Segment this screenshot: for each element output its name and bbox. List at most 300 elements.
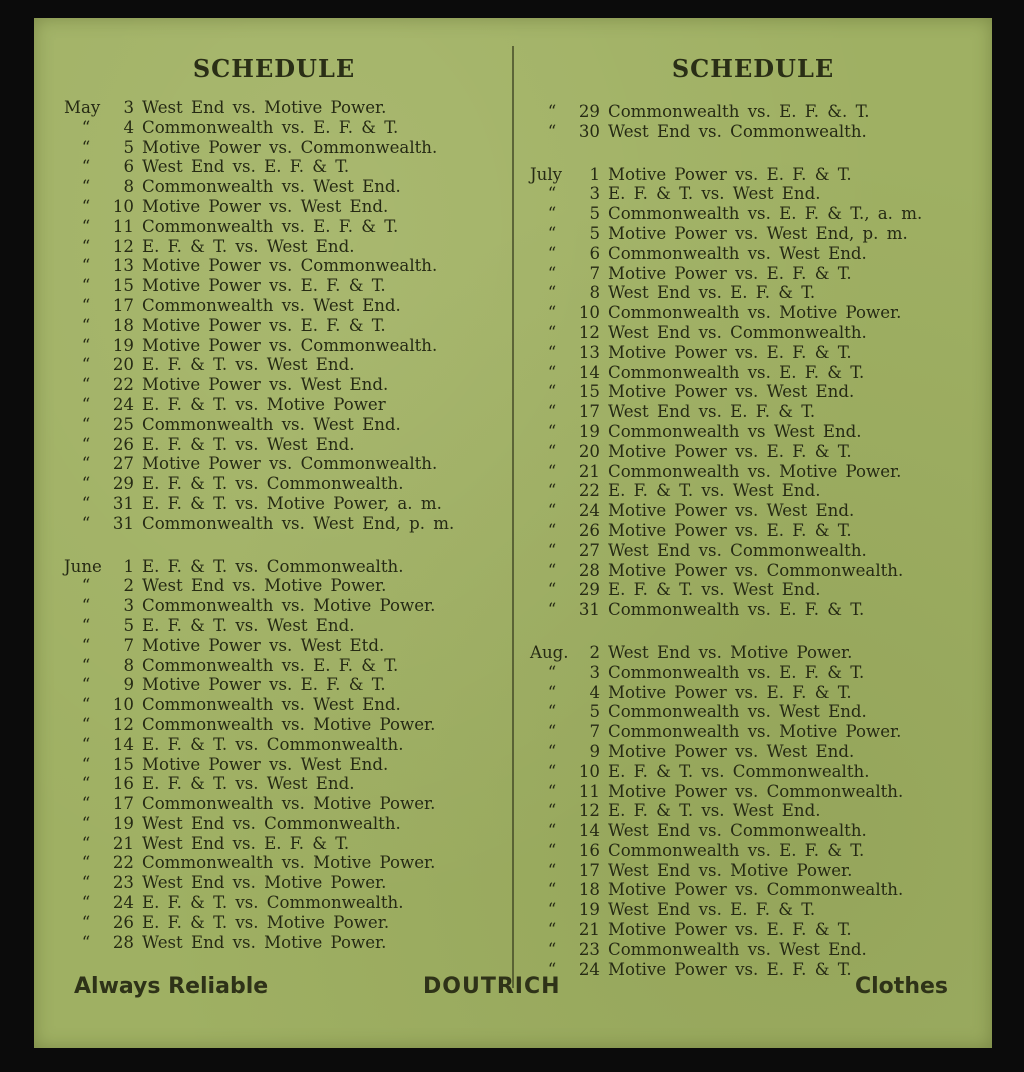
entry-game: Commonwealth vs. West End.: [142, 295, 401, 315]
left-heading: SCHEDULE: [192, 54, 356, 83]
entry-day: 31: [112, 513, 134, 533]
schedule-entry: [64, 237, 454, 257]
entry-day: 6: [589, 243, 600, 263]
entry-game: West End vs. E. F. & T.: [608, 900, 816, 920]
entry-month: “: [81, 177, 91, 197]
schedule-entry: [530, 722, 922, 742]
entry-month: “: [547, 600, 557, 620]
entry-day: 17: [112, 794, 134, 814]
entry-month: “: [81, 893, 91, 913]
entry-game: Commonwealth vs. West End.: [608, 939, 867, 959]
entry-month: “: [81, 493, 91, 513]
entry-game: Commonwealth vs. E. F. & T.: [142, 655, 399, 675]
entry-month: “: [547, 840, 557, 860]
entry-day: 3: [589, 662, 600, 682]
schedule-entry: [64, 873, 454, 893]
footer-brand: DOUTRICH: [423, 974, 561, 999]
entry-day: 27: [578, 540, 600, 560]
entry-month: “: [81, 794, 91, 814]
entry-game: E. F. & T. vs. West End.: [142, 236, 355, 256]
entry-day: 12: [578, 801, 600, 821]
schedule-entry: [64, 474, 454, 494]
entry-month: June: [64, 556, 102, 576]
schedule-entry: [530, 283, 922, 303]
entry-day: 24: [112, 893, 134, 913]
entry-month: “: [81, 714, 91, 734]
entry-month: “: [81, 833, 91, 853]
entry-day: 9: [123, 675, 134, 695]
entry-day: 2: [123, 576, 134, 596]
schedule-entry: [64, 98, 454, 118]
schedule-entry: [530, 880, 922, 900]
entry-day: 5: [123, 615, 134, 635]
schedule-entry: [530, 303, 922, 323]
schedule-entry: [530, 861, 922, 881]
entry-day: 27: [112, 454, 134, 474]
entry-month: “: [547, 580, 557, 600]
right-heading: SCHEDULE: [671, 54, 835, 83]
entry-game: E. F. & T. vs. Commonwealth.: [142, 734, 404, 754]
entry-month: “: [547, 540, 557, 560]
entry-month: “: [547, 702, 557, 722]
schedule-entry: [530, 920, 922, 940]
schedule-entry: [64, 794, 454, 814]
entry-month: Aug.: [530, 642, 569, 662]
entry-day: 7: [123, 635, 134, 655]
entry-day: 24: [578, 959, 600, 979]
entry-day: 20: [112, 355, 134, 375]
schedule-entry: [530, 343, 922, 363]
schedule-entry: [64, 415, 454, 435]
schedule-entry: [64, 197, 454, 217]
entry-game: Commonwealth vs. E. F. &. T.: [608, 102, 870, 121]
entry-day: 4: [589, 682, 600, 702]
entry-game: Commonwealth vs. Motive Power.: [142, 853, 436, 873]
entry-game: Motive Power vs. E. F. & T.: [608, 520, 852, 540]
entry-month: “: [547, 880, 557, 900]
entry-day: 19: [112, 335, 134, 355]
entry-day: 24: [578, 501, 600, 521]
entry-day: 12: [112, 714, 134, 734]
entry-month: “: [547, 243, 557, 263]
schedule-entry: [64, 118, 454, 138]
entry-day: 4: [123, 117, 134, 137]
entry-month: “: [81, 454, 91, 474]
entry-game: Commonwealth vs. E. F. & T.: [142, 117, 399, 137]
entry-month: “: [81, 355, 91, 375]
schedule-entry: [64, 494, 454, 514]
entry-month: “: [81, 157, 91, 177]
entry-month: “: [547, 303, 557, 323]
entry-day: 29: [578, 580, 600, 600]
entry-day: 19: [112, 813, 134, 833]
entry-day: 12: [112, 236, 134, 256]
entry-month: “: [81, 295, 91, 315]
entry-game: Motive Power vs. West End.: [142, 754, 389, 774]
entry-game: E. F. & T. vs. West End.: [608, 184, 821, 204]
entry-month: “: [547, 402, 557, 422]
entry-game: Motive Power vs. E. F. & T.: [608, 342, 852, 362]
schedule-entry: [64, 715, 454, 735]
entry-game: E. F. & T. vs. Commonwealth.: [142, 474, 404, 494]
schedule-entry: [64, 157, 454, 177]
entry-game: Commonwealth vs. E. F. & T.: [142, 216, 399, 236]
schedule-entry: [530, 204, 922, 224]
entry-month: “: [547, 520, 557, 540]
entry-day: 21: [578, 920, 600, 940]
schedule-entry: [64, 316, 454, 336]
entry-game: Motive Power vs. Commonwealth.: [142, 454, 438, 474]
entry-day: 13: [578, 342, 600, 362]
entry-month: “: [547, 481, 557, 501]
entry-month: “: [547, 283, 557, 303]
schedule-entry: [64, 755, 454, 775]
entry-game: Motive Power vs. E. F. & T.: [142, 675, 386, 695]
entry-month: “: [81, 236, 91, 256]
entry-game: Motive Power vs. West End.: [142, 375, 389, 395]
entry-game: E. F. & T. vs. West End.: [608, 580, 821, 600]
entry-game: Motive Power vs. E. F. & T.: [142, 276, 386, 296]
entry-game: Motive Power vs. Commonwealth.: [608, 880, 904, 900]
entry-month: “: [81, 774, 91, 794]
schedule-entry: [64, 675, 454, 695]
entry-game: Motive Power vs. West End.: [142, 196, 389, 216]
entry-game: West End vs. Commonwealth.: [608, 322, 867, 342]
entry-month: “: [81, 675, 91, 695]
footer-slogan: Always Reliable: [74, 974, 269, 999]
entry-game: Motive Power vs. E. F. & T.: [608, 920, 852, 940]
entry-month: “: [547, 761, 557, 781]
entry-day: 18: [112, 315, 134, 335]
entry-month: “: [81, 117, 91, 137]
schedule-entry: [530, 122, 922, 142]
entry-game: Motive Power vs. Commonwealth.: [142, 137, 438, 157]
entry-day: 8: [123, 177, 134, 197]
entry-game: Motive Power vs. E. F. & T.: [608, 959, 852, 979]
schedule-entry: [530, 264, 922, 284]
entry-month: “: [547, 959, 557, 979]
entry-game: Motive Power vs. E. F. & T.: [142, 315, 386, 335]
schedule-entry: [530, 521, 922, 541]
schedule-entry: [530, 600, 922, 620]
schedule-entry: [530, 821, 922, 841]
entry-day: 5: [589, 223, 600, 243]
entry-day: 10: [112, 695, 134, 715]
entry-game: Commonwealth vs. E. F. & T., a. m.: [608, 204, 923, 224]
entry-game: Commonwealth vs. E. F. & T.: [608, 662, 865, 682]
entry-game: Motive Power vs. Commonwealth.: [608, 560, 904, 580]
schedule-card: [34, 18, 992, 1048]
entry-day: 7: [589, 263, 600, 283]
entry-game: E. F. & T. vs. West End.: [608, 481, 821, 501]
entry-day: 14: [578, 362, 600, 382]
schedule-entry: [530, 323, 922, 343]
schedule-entry: [530, 683, 922, 703]
entry-month: “: [81, 695, 91, 715]
schedule-entry: [530, 900, 922, 920]
schedule-entry: [64, 435, 454, 455]
entry-game: West End vs. Motive Power.: [142, 576, 387, 596]
schedule-entry: [64, 375, 454, 395]
entry-game: E. F. & T. vs. West End.: [142, 615, 355, 635]
entry-month: “: [547, 441, 557, 461]
entry-day: 30: [578, 121, 600, 141]
schedule-entry: [64, 276, 454, 296]
schedule-entry: [64, 735, 454, 755]
schedule-entry: [64, 355, 454, 375]
entry-month: “: [81, 932, 91, 952]
entry-day: 31: [112, 493, 134, 513]
entry-day: 31: [578, 600, 600, 620]
entry-day: 21: [578, 461, 600, 481]
entry-month: “: [547, 722, 557, 742]
entry-game: West End vs. Commonwealth.: [608, 121, 867, 141]
schedule-entry: [530, 382, 922, 402]
entry-month: “: [81, 576, 91, 596]
schedule-entry: [64, 177, 454, 197]
entry-month: July: [530, 164, 563, 184]
entry-day: 3: [589, 184, 600, 204]
entry-game: West End vs. Motive Power.: [142, 873, 387, 893]
entry-day: 5: [589, 702, 600, 722]
entry-game: West End vs. E. F. & T.: [142, 157, 350, 177]
entry-game: Motive Power vs. West End, p. m.: [608, 223, 908, 243]
entry-game: Commonwealth vs. West End.: [142, 695, 401, 715]
entry-game: E. F. & T. vs. West End.: [608, 801, 821, 821]
entry-month: “: [547, 860, 557, 880]
entry-month: “: [81, 196, 91, 216]
entry-day: 6: [123, 157, 134, 177]
entry-game: Commonwealth vs. Motive Power.: [608, 722, 902, 742]
entry-game: West End vs. Motive Power.: [142, 98, 387, 117]
entry-game: Motive Power vs. E. F. & T.: [608, 263, 852, 283]
schedule-entry: [530, 102, 922, 122]
entry-game: Commonwealth vs. Motive Power.: [142, 794, 436, 814]
schedule-entry: [64, 138, 454, 158]
entry-day: 23: [578, 939, 600, 959]
entry-game: Commonwealth vs. West End.: [142, 177, 401, 197]
schedule-entry: [530, 561, 922, 581]
entry-day: 11: [112, 216, 134, 236]
entry-day: 17: [578, 402, 600, 422]
left-schedule-list: [64, 98, 454, 952]
entry-game: Commonwealth vs. Motive Power.: [142, 596, 436, 616]
entry-game: E. F. & T. vs. Commonwealth.: [608, 761, 870, 781]
schedule-entry: [530, 841, 922, 861]
entry-day: 17: [578, 860, 600, 880]
entry-month: “: [81, 813, 91, 833]
entry-game: West End vs. Motive Power.: [142, 932, 387, 952]
entry-game: West End vs. E. F. & T.: [142, 833, 350, 853]
entry-month: “: [547, 781, 557, 801]
entry-game: E. F. & T. vs. Motive Power.: [142, 912, 390, 932]
entry-game: Commonwealth vs. E. F. & T.: [608, 840, 865, 860]
entry-month: “: [547, 322, 557, 342]
schedule-entry: [64, 557, 454, 577]
entry-game: E. F. & T. vs. Commonwealth.: [142, 556, 404, 576]
entry-game: Commonwealth vs. West End.: [142, 414, 401, 434]
entry-month: “: [547, 223, 557, 243]
entry-game: Motive Power vs. Commonwealth.: [142, 335, 438, 355]
entry-game: Motive Power vs. West End.: [608, 741, 855, 761]
schedule-entry: [530, 184, 922, 204]
entry-month: “: [547, 801, 557, 821]
entry-month: “: [547, 263, 557, 283]
entry-game: Commonwealth vs. Motive Power.: [608, 461, 902, 481]
right-schedule-list: [530, 102, 922, 979]
entry-month: “: [81, 596, 91, 616]
footer-product: Clothes: [855, 974, 948, 999]
schedule-entry: [64, 913, 454, 933]
entry-month: “: [81, 853, 91, 873]
entry-game: West End vs. Commonwealth.: [608, 821, 867, 841]
entry-day: 28: [112, 932, 134, 952]
entry-day: 18: [578, 880, 600, 900]
entry-game: E. F. & T. vs. Commonwealth.: [142, 893, 404, 913]
schedule-entry: [64, 814, 454, 834]
entry-day: 8: [589, 283, 600, 303]
entry-day: 22: [112, 853, 134, 873]
entry-month: May: [64, 98, 101, 117]
entry-month: “: [81, 414, 91, 434]
entry-day: 29: [112, 474, 134, 494]
entry-day: 10: [112, 196, 134, 216]
schedule-entry: [64, 256, 454, 276]
schedule-entry: [64, 616, 454, 636]
entry-day: 3: [123, 596, 134, 616]
entry-day: 2: [589, 642, 600, 662]
entry-month: “: [81, 434, 91, 454]
entry-month: “: [81, 256, 91, 276]
entry-day: 13: [112, 256, 134, 276]
entry-month: “: [81, 912, 91, 932]
schedule-entry: [64, 514, 454, 534]
entry-game: Commonwealth vs. E. F. & T.: [608, 600, 865, 620]
entry-month: “: [81, 375, 91, 395]
entry-month: “: [547, 920, 557, 940]
entry-month: “: [547, 662, 557, 682]
schedule-entry: [64, 853, 454, 873]
schedule-entry: [64, 217, 454, 237]
entry-game: Motive Power vs. West End.: [608, 501, 855, 521]
schedule-entry: [64, 834, 454, 854]
schedule-entry: [530, 801, 922, 821]
schedule-entry: [530, 422, 922, 442]
entry-month: “: [547, 121, 557, 141]
entry-month: “: [547, 102, 557, 121]
entry-day: 10: [578, 761, 600, 781]
entry-day: 19: [578, 900, 600, 920]
schedule-entry: [530, 402, 922, 422]
entry-month: “: [81, 655, 91, 675]
entry-month: “: [81, 137, 91, 157]
entry-day: 16: [112, 774, 134, 794]
entry-day: 19: [578, 421, 600, 441]
entry-month: “: [547, 382, 557, 402]
schedule-entry: [530, 940, 922, 960]
entry-day: 8: [123, 655, 134, 675]
schedule-entry: [530, 762, 922, 782]
entry-month: “: [81, 216, 91, 236]
entry-game: Motive Power vs. West Etd.: [142, 635, 385, 655]
entry-game: E. F. & T. vs. West End.: [142, 774, 355, 794]
entry-month: “: [81, 315, 91, 335]
entry-month: “: [547, 741, 557, 761]
entry-day: 11: [578, 781, 600, 801]
schedule-entry: [64, 774, 454, 794]
entry-day: 16: [578, 840, 600, 860]
entry-day: 15: [112, 276, 134, 296]
schedule-entry: [530, 663, 922, 683]
entry-game: Motive Power vs. E. F. & T.: [608, 682, 852, 702]
entry-month: “: [547, 560, 557, 580]
schedule-entry: [64, 933, 454, 953]
entry-month: “: [81, 754, 91, 774]
entry-day: 12: [578, 322, 600, 342]
entry-month: “: [547, 204, 557, 224]
schedule-entry: [530, 742, 922, 762]
schedule-entry: [64, 893, 454, 913]
entry-day: 26: [578, 520, 600, 540]
entry-day: 14: [112, 734, 134, 754]
schedule-entry: [64, 596, 454, 616]
entry-game: Commonwealth vs. E. F. & T.: [608, 362, 865, 382]
entry-month: “: [547, 939, 557, 959]
schedule-entry: [64, 695, 454, 715]
entry-month: “: [547, 362, 557, 382]
entry-month: “: [547, 682, 557, 702]
entry-day: 1: [589, 164, 600, 184]
entry-month: “: [547, 461, 557, 481]
entry-game: E. F. & T. vs. West End.: [142, 355, 355, 375]
entry-day: 15: [112, 754, 134, 774]
schedule-entry: [530, 501, 922, 521]
entry-month: “: [547, 821, 557, 841]
entry-game: Motive Power vs. West End.: [608, 382, 855, 402]
entry-day: 22: [578, 481, 600, 501]
entry-game: West End vs. E. F. & T.: [608, 402, 816, 422]
schedule-entry: [64, 395, 454, 415]
entry-month: “: [547, 342, 557, 362]
entry-day: 28: [578, 560, 600, 580]
entry-day: 1: [123, 556, 134, 576]
schedule-entry: [530, 165, 922, 185]
schedule-entry: [530, 481, 922, 501]
schedule-entry: [530, 702, 922, 722]
entry-day: 26: [112, 912, 134, 932]
entry-game: Commonwealth vs. Motive Power.: [608, 303, 902, 323]
schedule-entry: [530, 244, 922, 264]
entry-day: 21: [112, 833, 134, 853]
entry-month: “: [81, 276, 91, 296]
entry-day: 7: [589, 722, 600, 742]
entry-day: 20: [578, 441, 600, 461]
entry-game: West End vs. Motive Power.: [608, 860, 853, 880]
entry-game: West End vs. Motive Power.: [608, 642, 853, 662]
entry-game: Motive Power vs. E. F. & T.: [608, 164, 852, 184]
entry-month: “: [81, 335, 91, 355]
schedule-entry: [530, 580, 922, 600]
entry-day: 3: [123, 98, 134, 117]
entry-day: 15: [578, 382, 600, 402]
schedule-entry: [530, 643, 922, 663]
entry-game: Commonwealth vs. Motive Power.: [142, 714, 436, 734]
schedule-entry: [64, 576, 454, 596]
schedule-entry: [64, 336, 454, 356]
entry-month: “: [547, 501, 557, 521]
entry-day: 29: [578, 102, 600, 121]
entry-month: “: [81, 474, 91, 494]
